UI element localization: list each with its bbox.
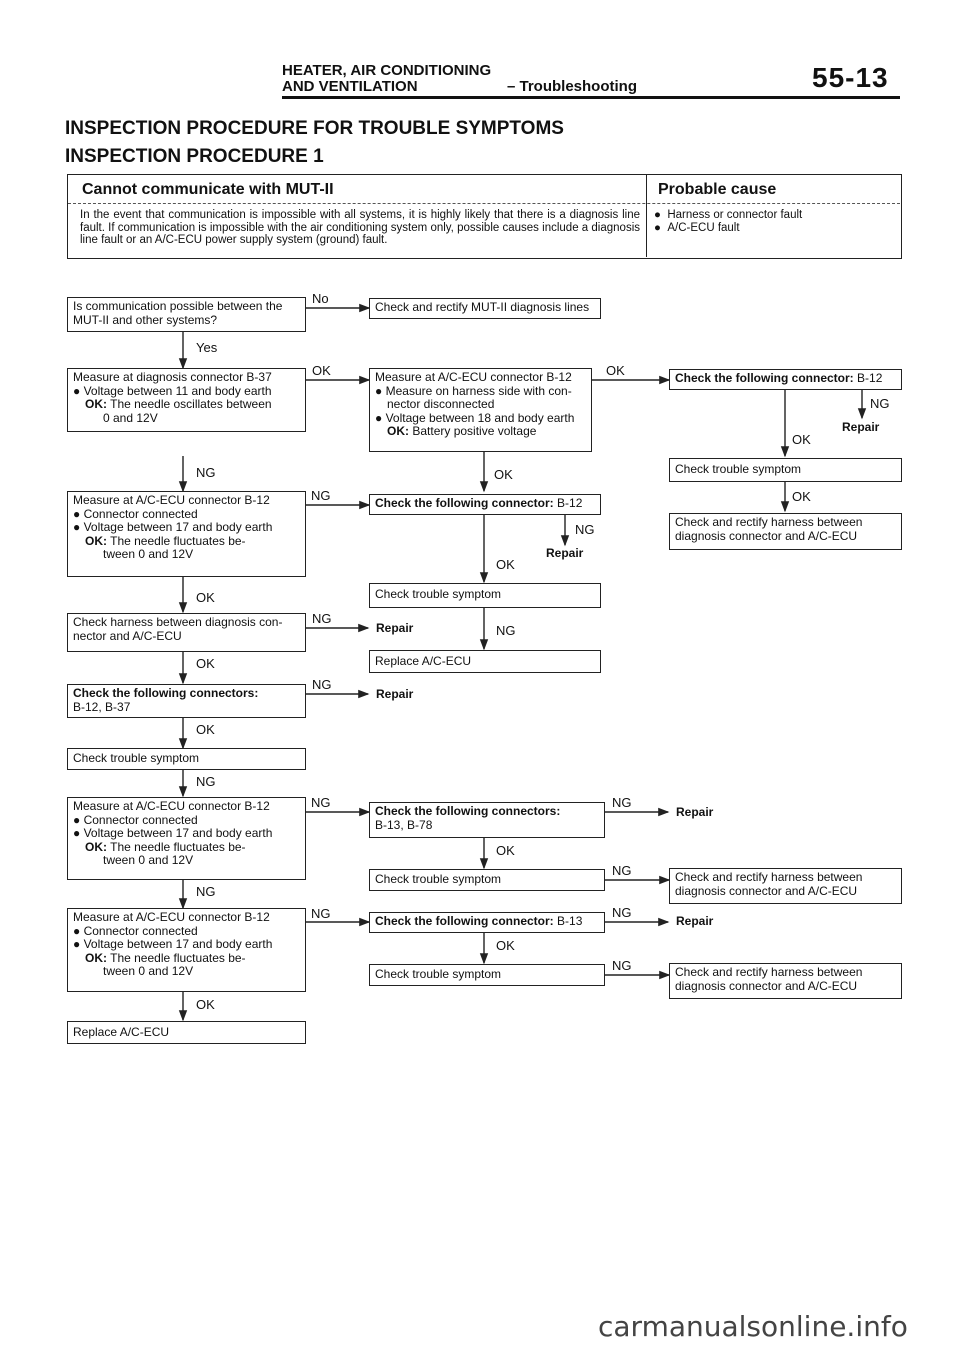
- label-ng: NG: [311, 795, 331, 810]
- flow-check-trouble-c4: Check trouble symptom: [369, 869, 605, 891]
- flow-measure-diagnosis-connector: Measure at diagnosis connector B-37 ● Voltage between 11 and body earth OK: The needle oscillates between 0 and 12V: [67, 368, 306, 432]
- label-ng: NG: [612, 905, 632, 920]
- label-ng: NG: [312, 611, 332, 626]
- label-ok: OK: [496, 557, 515, 572]
- flow-measure-ecu-b12-second: Measure at A/C-ECU connector B-12 ● Connector connected ● Voltage between 17 and body earth OK: The needle fluctuates be- tween 0 and 12V: [67, 797, 306, 880]
- flow-harness-rectify-right: Check and rectify harness between diagnosis connector and A/C-ECU: [669, 513, 902, 550]
- flow-question-communication: Is communication possible between the MUT-II and other systems?: [67, 297, 306, 332]
- flow-check-trouble-c5: Check trouble symptom: [369, 964, 605, 986]
- label-ng: NG: [311, 906, 331, 921]
- label-ng: NG: [196, 774, 216, 789]
- flow-check-connector-b13: Check the following connector: B-13: [369, 912, 605, 933]
- label-ok: OK: [792, 489, 811, 504]
- flow-measure-ecu-b12-pin17: Measure at A/C-ECU connector B-12 ● Connector connected ● Voltage between 17 and body earth OK: The needle fluctuates be- tween 0 and 12V: [67, 491, 306, 577]
- label-repair: Repair: [546, 546, 584, 560]
- watermark: carmanualsonline.info: [598, 1310, 908, 1343]
- label-ng: NG: [612, 795, 632, 810]
- flow-check-trouble-mid: Check trouble symptom: [369, 583, 601, 608]
- cause-item: ● Harness or connector fault: [654, 209, 803, 221]
- label-ng: NG: [612, 863, 632, 878]
- page-number: 55-13: [812, 62, 889, 93]
- procedure-title: INSPECTION PROCEDURE 1: [65, 146, 324, 167]
- subsection-title: – Troubleshooting: [507, 78, 637, 95]
- flow-check-connector-b12-right: Check the following connector: B-12: [669, 369, 902, 390]
- label-ng: NG: [196, 465, 216, 480]
- label-repair: Repair: [842, 420, 880, 434]
- label-repair: Repair: [676, 805, 714, 819]
- flow-check-connectors-b13-b78: Check the following connectors: B-13, B-78: [369, 802, 605, 838]
- label-yes: Yes: [196, 340, 218, 355]
- flow-check-trouble-right: Check trouble symptom: [669, 458, 902, 482]
- flow-measure-ecu-b12-third: Measure at A/C-ECU connector B-12 ● Connector connected ● Voltage between 17 and body earth OK: The needle fluctuates be- tween 0 and 12V: [67, 908, 306, 992]
- label-ng: NG: [312, 677, 332, 692]
- section-title-line2: AND VENTILATION: [282, 78, 418, 95]
- label-ok: OK: [792, 432, 811, 447]
- label-ng: NG: [870, 396, 890, 411]
- cause-item: ● A/C-ECU fault: [654, 222, 740, 234]
- probable-cause-heading: Probable cause: [658, 181, 777, 198]
- flow-harness-rectify-c4: Check and rectify harness between diagnosis connector and A/C-ECU: [669, 868, 902, 904]
- label-ng: NG: [311, 488, 331, 503]
- flow-check-trouble-main: Check trouble symptom: [67, 748, 306, 770]
- label-ok: OK: [312, 363, 331, 378]
- label-ng: NG: [496, 623, 516, 638]
- flow-check-connectors-b12-b37: Check the following connectors: B-12, B-37: [67, 684, 306, 718]
- label-ng: NG: [612, 958, 632, 973]
- flow-replace-ecu-mid: Replace A/C-ECU: [369, 650, 601, 673]
- label-repair: Repair: [376, 687, 414, 701]
- label-ok: OK: [196, 590, 215, 605]
- flow-check-harness-diag-ecu: Check harness between diagnosis con- nector and A/C-ECU: [67, 613, 306, 652]
- label-ok: OK: [494, 467, 513, 482]
- label-ng: NG: [575, 522, 595, 537]
- label-ok: OK: [496, 938, 515, 953]
- label-ok: OK: [196, 656, 215, 671]
- label-ok: OK: [496, 843, 515, 858]
- page-title: INSPECTION PROCEDURE FOR TROUBLE SYMPTOMS: [65, 118, 564, 139]
- label-ok: OK: [606, 363, 625, 378]
- flow-measure-ecu-connector-b12: Measure at A/C-ECU connector B-12 ● Measure on harness side with con- nector disconnected ● Voltage between 18 and body earth OK: Battery positive voltage: [369, 368, 592, 452]
- symptom-description: In the event that communication is impossible with all systems, it is highly likely that there is a diagnosis line fault. If communication is impossible with the air conditioning system only, possible causes include a diagnosis line fault or an A/C-ECU power supply system (ground) fault.: [80, 209, 640, 246]
- section-title-line1: HEATER, AIR CONDITIONING: [282, 62, 492, 79]
- label-repair: Repair: [376, 621, 414, 635]
- label-ng: NG: [196, 884, 216, 899]
- flow-harness-rectify-c5: Check and rectify harness between diagnosis connector and A/C-ECU: [669, 963, 902, 999]
- flow-replace-ecu-bottom: Replace A/C-ECU: [67, 1021, 306, 1044]
- symptom-title: Cannot communicate with MUT-II: [82, 181, 334, 198]
- label-no: No: [312, 291, 329, 306]
- flow-check-connector-b12-mid: Check the following connector: B-12: [369, 494, 601, 515]
- label-ok: OK: [196, 722, 215, 737]
- flow-check-mut-lines: Check and rectify MUT-II diagnosis lines: [369, 298, 601, 319]
- label-ok: OK: [196, 997, 215, 1012]
- label-repair: Repair: [676, 914, 714, 928]
